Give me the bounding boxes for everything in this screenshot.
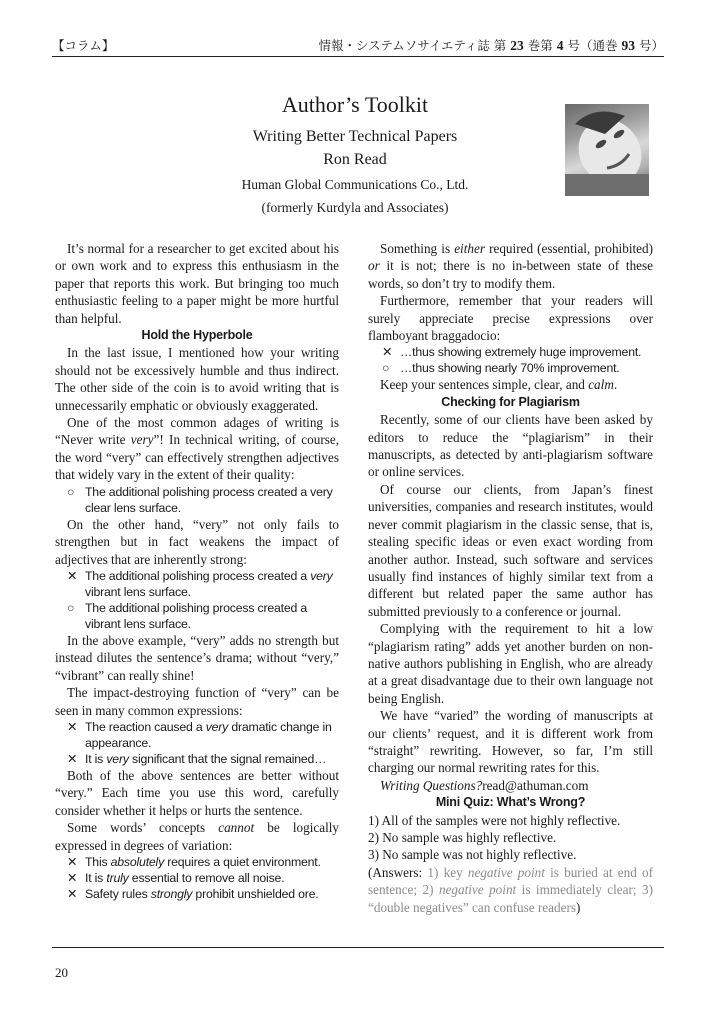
page-number: 20	[55, 965, 68, 980]
circle-icon: ○	[67, 600, 75, 615]
contact-email[interactable]: read@athuman.com	[482, 777, 589, 793]
section-heading: Checking for Plagiarism	[441, 394, 580, 409]
quiz-heading: Mini Quiz: What’s Wrong?	[435, 795, 586, 810]
column-label: 【コラム】	[52, 38, 115, 53]
cross-icon: ✕	[67, 719, 78, 734]
paragraph: In the above example, “very” adds no strength but instead dilutes the sentence’s drama; without “very,” “vibrant” can really shine!	[55, 632, 339, 683]
circle-icon: ○	[67, 484, 75, 499]
paragraph: Recently, some of our clients have been asked by editors to reduce the “plagiarism” in their manuscripts, as detected by anti-plagiarism software or online services.	[368, 412, 653, 480]
paragraph: Something is either required (essential, prohibited) or it is not; there is no in-between state of these words, so don’t try to modify them.	[368, 241, 653, 291]
quiz-answers: (Answers: 1) key negative point is buried at end of sentence; 2) negative point is immediately clear; 3) “double negatives” can confuse readers)	[368, 864, 654, 915]
paragraph: In the last issue, I mentioned how your writing should not be excessively humble and thus indirect. The other side of the coin is to avoid writing that is unnecessarily emphatic or obviously exaggerated.	[55, 345, 339, 413]
example-bad: ✕ It is very significant that the signal remained…	[67, 751, 327, 766]
former-affiliation: (formerly Kurdyla and Associates)	[261, 200, 449, 215]
quiz-item: 3) No sample was not highly reflective.	[368, 847, 577, 863]
example-bad: ✕ Safety rules strongly prohibit unshielded ore.	[67, 886, 319, 901]
article-title: Author’s Toolkit	[281, 92, 429, 117]
circle-icon: ○	[382, 361, 390, 376]
example-good: ○ …thus showing nearly 70% improvement.	[382, 361, 620, 376]
paragraph: Both of the above sentences are better without “very.” Each time you use this word, carefully consider whether it helps or hurts the sentence.	[55, 767, 339, 818]
cross-icon: ✕	[67, 751, 78, 766]
cross-icon: ✕	[67, 568, 78, 583]
example-bad: ✕ This absolutely requires a quiet environment.	[67, 854, 321, 869]
paragraph: Some words’ concepts cannot be logically expressed in degrees of variation:	[55, 820, 339, 853]
affiliation: Human Global Communications Co., Ltd.	[241, 177, 469, 192]
paragraph: On the other hand, “very” not only fails to strengthen but in fact weakens the impact of adjectives that are inherently strong:	[55, 516, 339, 567]
header-rule	[52, 56, 664, 57]
contact-line: Writing Questions?read@athuman.com	[380, 777, 589, 793]
paragraph: Furthermore, remember that your readers will surely appreciate precise expressions over flamboyant braggadocio:	[368, 293, 653, 344]
cross-icon: ✕	[382, 345, 393, 360]
right-column	[368, 240, 653, 916]
quiz-item: 1) All of the samples were not highly reflective.	[368, 812, 621, 828]
cross-icon: ✕	[67, 854, 78, 869]
example-bad: ✕ The additional polishing process created a very vibrant lens surface.	[67, 568, 333, 599]
section-heading: Hold the Hyperbole	[141, 328, 253, 343]
paragraph: Of course our clients, from Japan’s finest universities, companies and research institutes, would never commit plagiarism in the classic sense, that is, stealing specific ideas or even exact wording from another author. Instead, such software and services usually find instances of highly similar text from a different but related paper the same author has submitted previously to a conference or journal.	[368, 481, 653, 619]
author-photo	[565, 104, 649, 196]
footer-rule	[52, 947, 664, 948]
running-header	[52, 36, 664, 56]
author-portrait-image	[565, 104, 649, 196]
title-block	[190, 90, 520, 220]
paragraph: One of the most common adages of writing is “Never write very”! In technical writing, of course, the word “very” can effectively strengthen adjectives that widely vary in the extent of their quality:	[55, 415, 339, 483]
left-column	[55, 240, 339, 902]
example-bad: ✕ …thus showing extremely huge improvement.	[382, 345, 642, 360]
paragraph: Keep your sentences simple, clear, and calm.	[380, 377, 618, 393]
article-subtitle: Writing Better Technical Papers	[252, 128, 458, 145]
quiz-item: 2) No sample was highly reflective.	[368, 830, 557, 845]
paragraph: We have “varied” the wording of manuscripts at our clients’ request, and it is different work from “straight” rewriting. However, so far, I’m still charging our normal rewriting rates for this.	[368, 708, 653, 776]
example-bad: ✕ It is truly essential to remove all noise.	[67, 870, 285, 885]
cross-icon: ✕	[67, 886, 78, 901]
cross-icon: ✕	[67, 870, 78, 885]
author-name: Ron Read	[323, 151, 387, 168]
example-bad: ✕ The reaction caused a very dramatic change in appearance.	[67, 719, 332, 750]
example-good: ○ The additional polishing process created a vibrant lens surface.	[67, 600, 307, 631]
paragraph: It’s normal for a researcher to get excited about his or own work and to express this enthusiasm in the paper that reports this work. But bringing too much enthusiastic feeling to a paper might be more hurtful than helpful.	[55, 241, 339, 326]
journal-issue: 情報・システムソサイエティ誌 第 23 巻第 4 号（通巻 93 号）	[318, 38, 664, 53]
paragraph: The impact-destroying function of “very” can be seen in many common expressions:	[55, 685, 339, 718]
paragraph: Complying with the requirement to hit a low “plagiarism rating” adds yet another burden on non-native authors publishing in English, who are already at a great disadvantage due to their own language not being English.	[368, 621, 653, 706]
example-good: ○ The additional polishing process created a very clear lens surface.	[67, 484, 333, 515]
